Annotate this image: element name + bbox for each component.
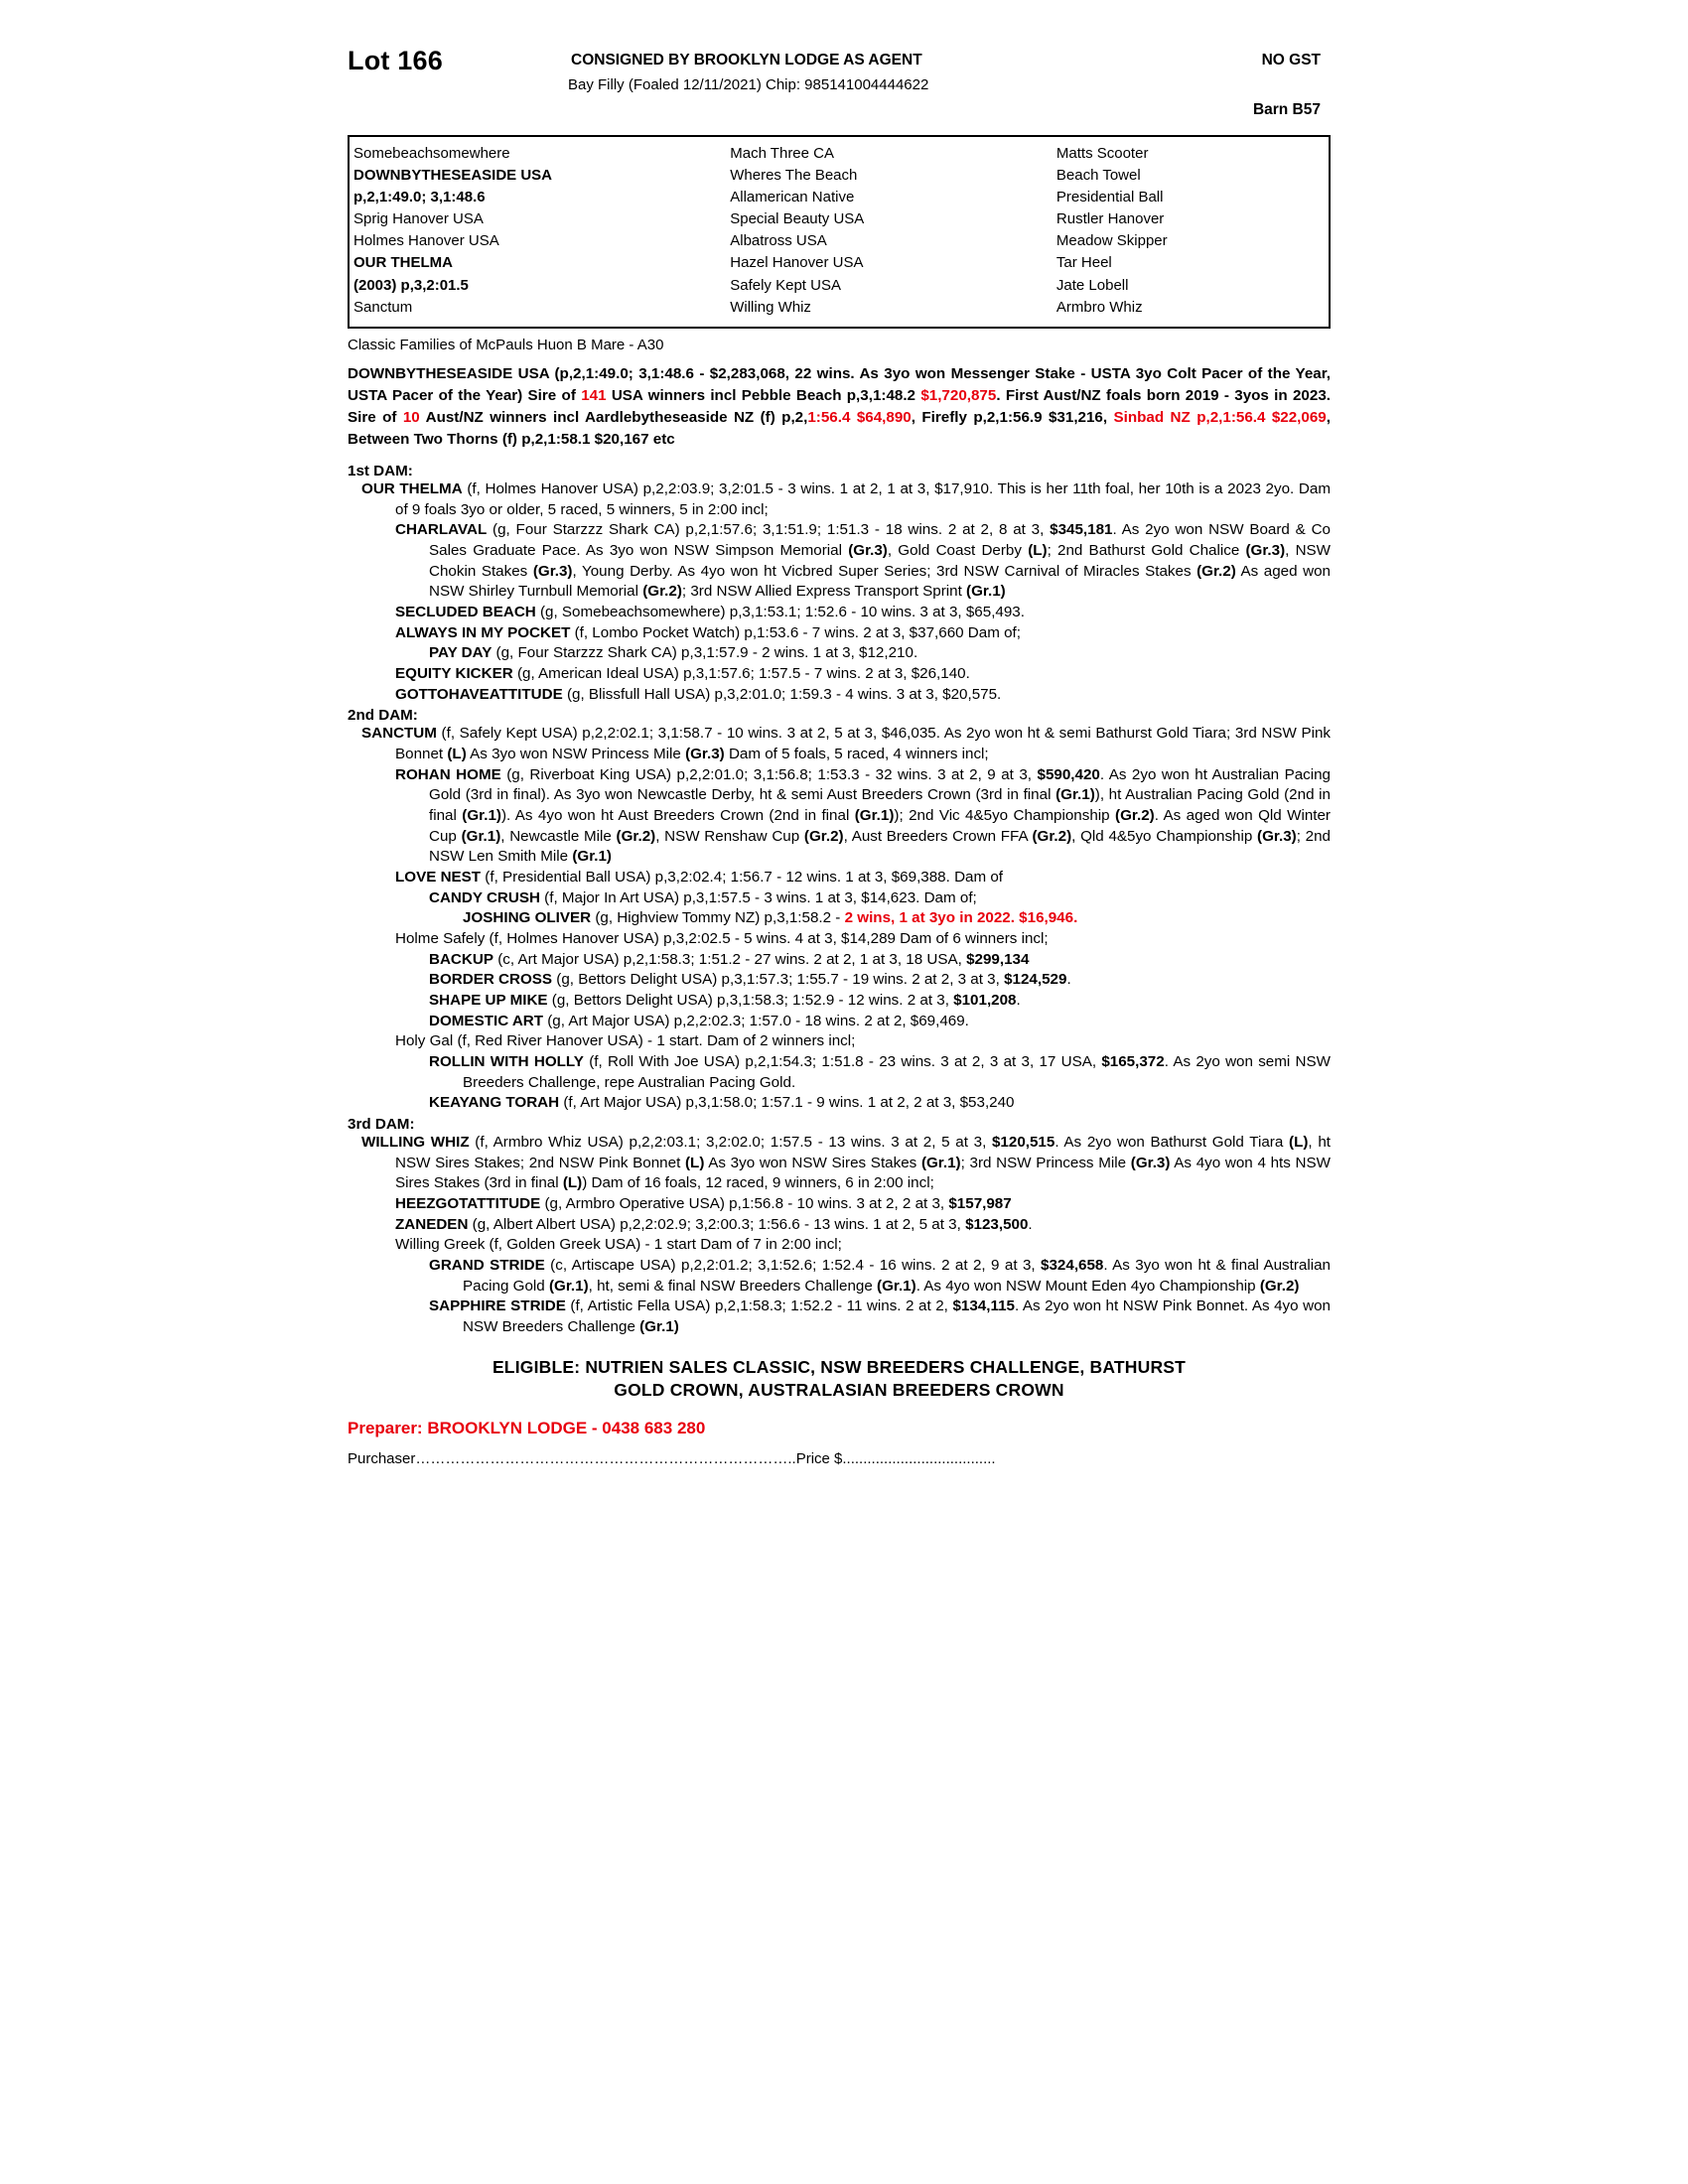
bold-text: $157,987 bbox=[948, 1195, 1012, 1213]
body-text: As 4yo won 4 hts NSW Sires Stakes (3rd in final bbox=[395, 1154, 1331, 1192]
pedigree-cell: Hazel Hanover USA bbox=[730, 254, 864, 272]
bold-text: PAY DAY bbox=[429, 644, 492, 662]
dam-heading: 1st DAM: bbox=[348, 462, 413, 479]
body-text: (f, Artistic Fella USA) p,2,1:58.3; 1:52.2 - 11 wins. 2 at 2, bbox=[565, 1297, 953, 1315]
pedigree-entry bbox=[348, 991, 1331, 1012]
pedigree-cell: OUR THELMA bbox=[353, 254, 453, 272]
body-text: (c, Artiscape USA) p,2,2:01.2; 3,1:52.6; 1:52.4 - 16 wins. 2 at 2, 9 at 3, bbox=[544, 1257, 1042, 1275]
bold-text: (Gr.1) bbox=[461, 827, 501, 845]
bold-text: $165,372 bbox=[1101, 1053, 1165, 1071]
body-text: , ht, semi & final NSW Breeders Challenge bbox=[588, 1277, 878, 1295]
bold-text: (Gr.3) bbox=[848, 541, 888, 559]
body-text: (g, Four Starzzz Shark CA) p,3,1:57.9 - 2 wins. 1 at 3, $12,210. bbox=[492, 644, 918, 662]
body-text: (f, Art Major USA) p,3,1:58.0; 1:57.1 - 9 wins. 1 at 2, 2 at 3, $53,240 bbox=[559, 1094, 1015, 1112]
body-text: . As 2yo won ht NSW Pink Bonnet. As 4yo won NSW Breeders Challenge bbox=[463, 1297, 1331, 1336]
bold-text: BORDER CROSS bbox=[429, 971, 553, 989]
pedigree-entry bbox=[348, 1031, 1331, 1052]
bold-text: (Gr.3) bbox=[1245, 541, 1286, 559]
body-text: (g, Riverboat King USA) p,2,2:01.0; 3,1:56.8; 1:53.3 - 32 wins. 3 at 2, 9 at 3, bbox=[500, 765, 1038, 783]
dam-heading: 3rd DAM: bbox=[348, 1116, 415, 1134]
eligibility-line-2: GOLD CROWN, AUSTRALASIAN BREEDERS CROWN bbox=[614, 1379, 1064, 1400]
pedigree-entry bbox=[348, 685, 1331, 706]
pedigree-row bbox=[350, 208, 1329, 230]
body-text: Aust/NZ winners incl Aardlebytheseaside NZ (f) p,2, bbox=[419, 408, 808, 426]
body-text: ). As 4yo won ht Aust Breeders Crown (2nd in final bbox=[500, 806, 855, 824]
pedigree-cell: Matts Scooter bbox=[1055, 145, 1149, 162]
body-text: , Newcastle Mile bbox=[500, 827, 617, 845]
pedigree-entry bbox=[348, 929, 1331, 950]
body-text: (f, Lombo Pocket Watch) p,1:53.6 - 7 wins. 2 at 3, $37,660 Dam of; bbox=[570, 623, 1021, 641]
bold-text: WILLING WHIZ bbox=[361, 1134, 470, 1152]
body-text: Holme Safely (f, Holmes Hanover USA) p,3,2:02.5 - 5 wins. 4 at 3, $14,289 Dam of 6 winners incl; bbox=[395, 929, 1049, 947]
body-text: Willing Greek (f, Golden Greek USA) - 1 start Dam of 7 in 2:00 incl; bbox=[395, 1236, 842, 1254]
body-text: . As aged won Qld Winter Cup bbox=[429, 806, 1331, 845]
pedigree-cell: Willing Whiz bbox=[730, 298, 811, 316]
body-text: (g, Art Major USA) p,2,2:02.3; 1:57.0 - 18 wins. 2 at 2, $69,469. bbox=[543, 1012, 969, 1029]
body-text: As 3yo won NSW Princess Mile bbox=[466, 745, 686, 762]
body-text: . As 3yo won ht & final Australian Pacing Gold bbox=[463, 1257, 1331, 1295]
purchaser-line: Purchaser…………………………………………………………………..Price $..................................... bbox=[348, 1450, 996, 1468]
pedigree-row bbox=[350, 252, 1329, 274]
body-text: (g, Bettors Delight USA) p,3,1:58.3; 1:52.9 - 12 wins. 2 at 3, bbox=[547, 992, 954, 1009]
body-text: (f, Holmes Hanover USA) p,2,2:03.9; 3,2:01.5 - 3 wins. 1 at 2, 1 at 3, $17,910. This is her 11th foal, her 10th is a 2023 2yo. Dam of 9 foals 3yo or older, 5 raced, 5 winners, 5 in 2:00 incl; bbox=[395, 479, 1331, 518]
body-text: Holy Gal (f, Red River Hanover USA) - 1 start. Dam of 2 winners incl; bbox=[395, 1032, 856, 1050]
pedigree-entry bbox=[348, 1093, 1331, 1114]
pedigree-entry bbox=[348, 1235, 1331, 1256]
pedigree-entry bbox=[348, 1052, 1331, 1093]
bold-text: SANCTUM bbox=[361, 725, 437, 743]
body-text: (g, Armbro Operative USA) p,1:56.8 - 10 wins. 3 at 2, 2 at 3, bbox=[540, 1195, 949, 1213]
eligibility-line-1: ELIGIBLE: NUTRIEN SALES CLASSIC, NSW BREEDERS CHALLENGE, BATHURST bbox=[492, 1356, 1187, 1377]
pedigree-cell: DOWNBYTHESEASIDE USA bbox=[353, 167, 553, 185]
bold-text: (Gr.1) bbox=[966, 583, 1006, 601]
pedigree-cell: Sanctum bbox=[353, 298, 413, 316]
pedigree-cell: Somebeachsomewhere bbox=[353, 145, 510, 162]
body-text: , Gold Coast Derby bbox=[887, 541, 1029, 559]
bold-text: (Gr.1) bbox=[877, 1277, 916, 1295]
consignor-line: CONSIGNED BY BROOKLYN LODGE AS AGENT bbox=[571, 52, 922, 68]
body-text: (f, Presidential Ball USA) p,3,2:02.4; 1:56.7 - 12 wins. 1 at 3, $69,388. Dam of bbox=[481, 868, 1004, 886]
body-text: Dam of 5 foals, 5 raced, 4 winners incl; bbox=[724, 745, 989, 762]
body-text: , Qld 4&5yo Championship bbox=[1071, 827, 1258, 845]
pedigree-entry bbox=[348, 908, 1331, 929]
pedigree-entry bbox=[348, 765, 1331, 868]
highlight-text: 141 bbox=[581, 386, 607, 404]
bold-text: $345,181 bbox=[1050, 521, 1113, 539]
pedigree-row bbox=[350, 165, 1329, 187]
bold-text: (L) bbox=[684, 1154, 705, 1171]
bold-text: CANDY CRUSH bbox=[429, 888, 540, 906]
pedigree-entry bbox=[348, 1012, 1331, 1032]
bold-text: DOMESTIC ART bbox=[429, 1012, 544, 1029]
body-text: . As 2yo won semi NSW Breeders Challenge, repe Australian Pacing Gold. bbox=[463, 1053, 1331, 1091]
bold-text: ALWAYS IN MY POCKET bbox=[395, 623, 571, 641]
pedigree-cell: Meadow Skipper bbox=[1055, 232, 1168, 250]
pedigree-cell: Safely Kept USA bbox=[730, 276, 841, 294]
pedigree-cell: Jate Lobell bbox=[1055, 276, 1129, 294]
highlight-text: Sinbad NZ p,2,1:56.4 $22,069 bbox=[1113, 408, 1327, 426]
pedigree-cell: Special Beauty USA bbox=[730, 210, 865, 228]
bold-text: $123,500 bbox=[965, 1215, 1029, 1233]
body-text: (g, Somebeachsomewhere) p,3,1:53.1; 1:52.6 - 10 wins. 3 at 3, $65,493. bbox=[535, 603, 1025, 620]
pedigree-row bbox=[350, 187, 1329, 208]
body-text: . As 2yo won Bathurst Gold Tiara bbox=[1055, 1134, 1290, 1152]
body-text: . bbox=[1016, 992, 1021, 1009]
bold-text: (L) bbox=[1028, 541, 1048, 559]
body-text: ), ht Australian Pacing Gold (2nd in final bbox=[429, 786, 1331, 824]
body-text: . As 2yo won ht Australian Pacing Gold (3rd in final). As 3yo won Newcastle Derby, ht & semi Aust Breeders Crown (3rd in final bbox=[429, 765, 1332, 804]
bold-text: SHAPE UP MIKE bbox=[429, 992, 548, 1009]
body-text: , Aust Breeders Crown FFA bbox=[843, 827, 1033, 845]
body-text: USA winners incl Pebble Beach p,3,1:48.2 bbox=[606, 386, 921, 404]
pedigree-cell: Rustler Hanover bbox=[1055, 210, 1165, 228]
pedigree-entry bbox=[348, 1133, 1331, 1194]
bold-text: (Gr.2) bbox=[1259, 1277, 1300, 1295]
pedigree-entry bbox=[348, 479, 1331, 520]
bold-text: (Gr.3) bbox=[1130, 1154, 1171, 1171]
pedigree-row bbox=[350, 297, 1329, 319]
body-text: (c, Art Major USA) p,2,1:58.3; 1:51.2 - 27 wins. 2 at 2, 1 at 3, 18 USA, bbox=[492, 950, 967, 968]
pedigree-entry bbox=[348, 724, 1331, 764]
bold-text: (Gr.1) bbox=[548, 1277, 589, 1295]
pedigree-box bbox=[348, 135, 1331, 329]
body-text: ); 2nd Vic 4&5yo Championship bbox=[894, 806, 1116, 824]
body-text: (g, Highview Tommy NZ) p,3,1:58.2 - bbox=[591, 909, 845, 927]
pedigree-cell: (2003) p,3,2:01.5 bbox=[353, 276, 469, 294]
pedigree-row bbox=[350, 143, 1329, 165]
highlight-text: $1,720,875 bbox=[920, 386, 997, 404]
body-text: ; 3rd NSW Allied Express Transport Sprint bbox=[681, 583, 967, 601]
pedigree-subline: Bay Filly (Foaled 12/11/2021) Chip: 985141004444622 bbox=[568, 76, 929, 93]
pedigree-entry bbox=[348, 1256, 1331, 1297]
highlight-text: 2 wins, 1 at 3yo in 2022. $16,946. bbox=[844, 909, 1078, 927]
barn-number: Barn B57 bbox=[1252, 101, 1321, 118]
page-header bbox=[348, 40, 1331, 129]
body-text: (f, Roll With Joe USA) p,2,1:54.3; 1:51.8 - 23 wins. 3 at 2, 3 at 3, 17 USA, bbox=[583, 1053, 1102, 1071]
eligibility-notice bbox=[348, 1356, 1331, 1402]
pedigree-entry bbox=[348, 1215, 1331, 1236]
bold-text: (Gr.2) bbox=[1032, 827, 1072, 845]
bold-text: SAPPHIRE STRIDE bbox=[429, 1297, 566, 1315]
bold-text: BACKUP bbox=[429, 950, 493, 968]
body-text: As aged won NSW Shirley Turnbull Memorial bbox=[429, 562, 1331, 601]
body-text: DOWNBYTHESEASIDE USA (p,2,1:49.0; 3,1:48.6 - $2,283,068, 22 wins. As 3yo won Messenger Stake - USTA 3yo Colt Pacer of the Year, USTA Pacer of the Year) Sire of bbox=[348, 364, 1331, 404]
bold-text: (Gr.1) bbox=[572, 848, 612, 866]
body-text: , Firefly p,2,1:56.9 $31,216, bbox=[911, 408, 1114, 426]
body-text: . As 4yo won NSW Mount Eden 4yo Championship bbox=[915, 1277, 1260, 1295]
pedigree-entry bbox=[348, 888, 1331, 909]
body-text: (g, Albert Albert USA) p,2,2:02.9; 3,2:00.3; 1:56.6 - 13 wins. 1 at 2, 5 at 3, bbox=[468, 1215, 966, 1233]
gst-status: NO GST bbox=[1261, 52, 1321, 68]
body-text: ) Dam of 16 foals, 12 raced, 9 winners, 6 in 2:00 incl; bbox=[582, 1174, 934, 1192]
pedigree-entry bbox=[348, 520, 1331, 603]
bold-text: $124,529 bbox=[1004, 971, 1067, 989]
pedigree-cell: Albatross USA bbox=[730, 232, 827, 250]
pedigree-entry bbox=[348, 1297, 1331, 1337]
bold-text: (Gr.3) bbox=[532, 562, 573, 580]
body-text: ; 2nd NSW Len Smith Mile bbox=[429, 827, 1331, 866]
bold-text: (L) bbox=[447, 745, 467, 762]
bold-text: SECLUDED BEACH bbox=[395, 603, 536, 620]
bold-text: (Gr.3) bbox=[1257, 827, 1297, 845]
pedigree-row bbox=[350, 230, 1329, 252]
bold-text: ROLLIN WITH HOLLY bbox=[429, 1053, 584, 1071]
body-text: (g, American Ideal USA) p,3,1:57.6; 1:57.5 - 7 wins. 2 at 3, $26,140. bbox=[512, 664, 970, 682]
pedigree-cell: p,2,1:49.0; 3,1:48.6 bbox=[353, 189, 486, 206]
body-text: (g, Four Starzzz Shark CA) p,2,1:57.6; 3,1:51.9; 1:51.3 - 18 wins. 2 at 2, 8 at 3, bbox=[487, 521, 1051, 539]
bold-text: (Gr.1) bbox=[639, 1318, 679, 1336]
pedigree-row bbox=[350, 275, 1329, 297]
body-text: , NSW Renshaw Cup bbox=[655, 827, 804, 845]
body-text: , Young Derby. As 4yo won ht Vicbred Super Series; 3rd NSW Carnival of Miracles Stakes bbox=[572, 562, 1197, 580]
lot-number: Lot 166 bbox=[348, 46, 443, 75]
bold-text: (Gr.2) bbox=[1115, 806, 1155, 824]
body-text: . As 2yo won NSW Board & Co Sales Graduate Pace. As 3yo won NSW Simpson Memorial bbox=[429, 521, 1331, 559]
body-text: (f, Armbro Whiz USA) p,2,2:03.1; 3,2:02.0; 1:57.5 - 13 wins. 3 at 2, 5 at 3, bbox=[469, 1134, 992, 1152]
bold-text: (Gr.1) bbox=[1055, 786, 1095, 804]
body-text: (g, Bettors Delight USA) p,3,1:57.3; 1:55.7 - 19 wins. 2 at 2, 3 at 3, bbox=[552, 971, 1005, 989]
body-text: ; 2nd Bathurst Gold Chalice bbox=[1047, 541, 1246, 559]
pedigree-entry bbox=[348, 643, 1331, 664]
pedigree-cell: Presidential Ball bbox=[1055, 189, 1164, 206]
bold-text: (Gr.2) bbox=[1196, 562, 1236, 580]
highlight-text: 10 bbox=[402, 408, 420, 426]
highlight-text: 1:56.4 $64,890 bbox=[807, 408, 912, 426]
bold-text: JOSHING OLIVER bbox=[463, 909, 592, 927]
bold-text: KEAYANG TORAH bbox=[429, 1094, 560, 1112]
body-text: As 3yo won NSW Sires Stakes bbox=[704, 1154, 921, 1171]
pedigree-cell: Armbro Whiz bbox=[1055, 298, 1143, 316]
body-text: ; 3rd NSW Princess Mile bbox=[960, 1154, 1131, 1171]
pedigree-cell: Wheres The Beach bbox=[730, 167, 858, 185]
body-text: , Between Two Thorns (f) p,2,1:58.1 $20,167 etc bbox=[348, 408, 1331, 448]
bold-text: (L) bbox=[1289, 1134, 1309, 1152]
pedigree-cell: Mach Three CA bbox=[730, 145, 834, 162]
dam-heading: 2nd DAM: bbox=[348, 707, 418, 725]
preparer-line: Preparer: BROOKLYN LODGE - 0438 683 280 bbox=[348, 1419, 706, 1438]
bold-text: $101,208 bbox=[953, 992, 1017, 1009]
bold-text: (L) bbox=[562, 1174, 583, 1192]
pedigree-cell: Sprig Hanover USA bbox=[353, 210, 484, 228]
pedigree-cell: Beach Towel bbox=[1055, 167, 1141, 185]
bold-text: HEEZGOTATTITUDE bbox=[395, 1195, 541, 1213]
bold-text: LOVE NEST bbox=[395, 868, 482, 886]
bold-text: (Gr.2) bbox=[642, 583, 682, 601]
sire-summary bbox=[348, 363, 1331, 451]
body-text: (g, Blissfull Hall USA) p,3,2:01.0; 1:59.3 - 4 wins. 3 at 3, $20,575. bbox=[562, 685, 1002, 703]
bold-text: (Gr.1) bbox=[920, 1154, 961, 1171]
bold-text: CHARLAVAL bbox=[395, 521, 488, 539]
pedigree-cell: Holmes Hanover USA bbox=[353, 232, 499, 250]
bold-text: (Gr.3) bbox=[685, 745, 725, 762]
bold-text: ZANEDEN bbox=[395, 1215, 469, 1233]
bold-text: (Gr.1) bbox=[854, 806, 895, 824]
bold-text: $590,420 bbox=[1037, 765, 1100, 783]
bold-text: $120,515 bbox=[991, 1134, 1055, 1152]
pedigree-cell: Tar Heel bbox=[1055, 254, 1112, 272]
bold-text: $299,134 bbox=[966, 950, 1030, 968]
bold-text: ROHAN HOME bbox=[395, 765, 501, 783]
bold-text: (Gr.2) bbox=[616, 827, 656, 845]
catalogue-sheet bbox=[348, 40, 1331, 1467]
body-text: . bbox=[1028, 1215, 1033, 1233]
body-text: . First Aust/NZ foals born 2019 - 3yos in 2023. Sire of bbox=[348, 386, 1331, 426]
pedigree-entry bbox=[348, 623, 1331, 644]
classic-families: Classic Families of McPauls Huon B Mare - A30 bbox=[348, 336, 664, 353]
bold-text: (Gr.2) bbox=[803, 827, 844, 845]
pedigree-cell: Allamerican Native bbox=[730, 189, 855, 206]
bold-text: GRAND STRIDE bbox=[429, 1257, 545, 1275]
bold-text: (Gr.1) bbox=[462, 806, 501, 824]
pedigree-entry bbox=[348, 970, 1331, 991]
body-text: , ht NSW Sires Stakes; 2nd NSW Pink Bonnet bbox=[395, 1134, 1331, 1171]
body-text: (f, Major In Art USA) p,3,1:57.5 - 3 wins. 1 at 3, $14,623. Dam of; bbox=[539, 888, 977, 906]
pedigree-entry bbox=[348, 664, 1331, 685]
body-text: , NSW Chokin Stakes bbox=[429, 541, 1331, 580]
body-text: (f, Safely Kept USA) p,2,2:02.1; 3,1:58.7 - 10 wins. 3 at 2, 5 at 3, $46,035. As 2yo won ht & semi Bathurst Gold Tiara; 3rd NSW Pink Bonnet bbox=[395, 725, 1331, 762]
pedigree-entry bbox=[348, 950, 1331, 971]
bold-text: $324,658 bbox=[1041, 1257, 1104, 1275]
bold-text: EQUITY KICKER bbox=[395, 664, 513, 682]
bold-text: GOTTOHAVEATTITUDE bbox=[395, 685, 563, 703]
pedigree-table bbox=[350, 143, 1329, 319]
pedigree-entry bbox=[348, 603, 1331, 623]
pedigree-entry bbox=[348, 868, 1331, 888]
dam-sections bbox=[348, 463, 1331, 1338]
body-text: . bbox=[1066, 971, 1071, 989]
bold-text: OUR THELMA bbox=[361, 479, 463, 497]
bold-text: $134,115 bbox=[952, 1297, 1015, 1315]
pedigree-entry bbox=[348, 1194, 1331, 1215]
